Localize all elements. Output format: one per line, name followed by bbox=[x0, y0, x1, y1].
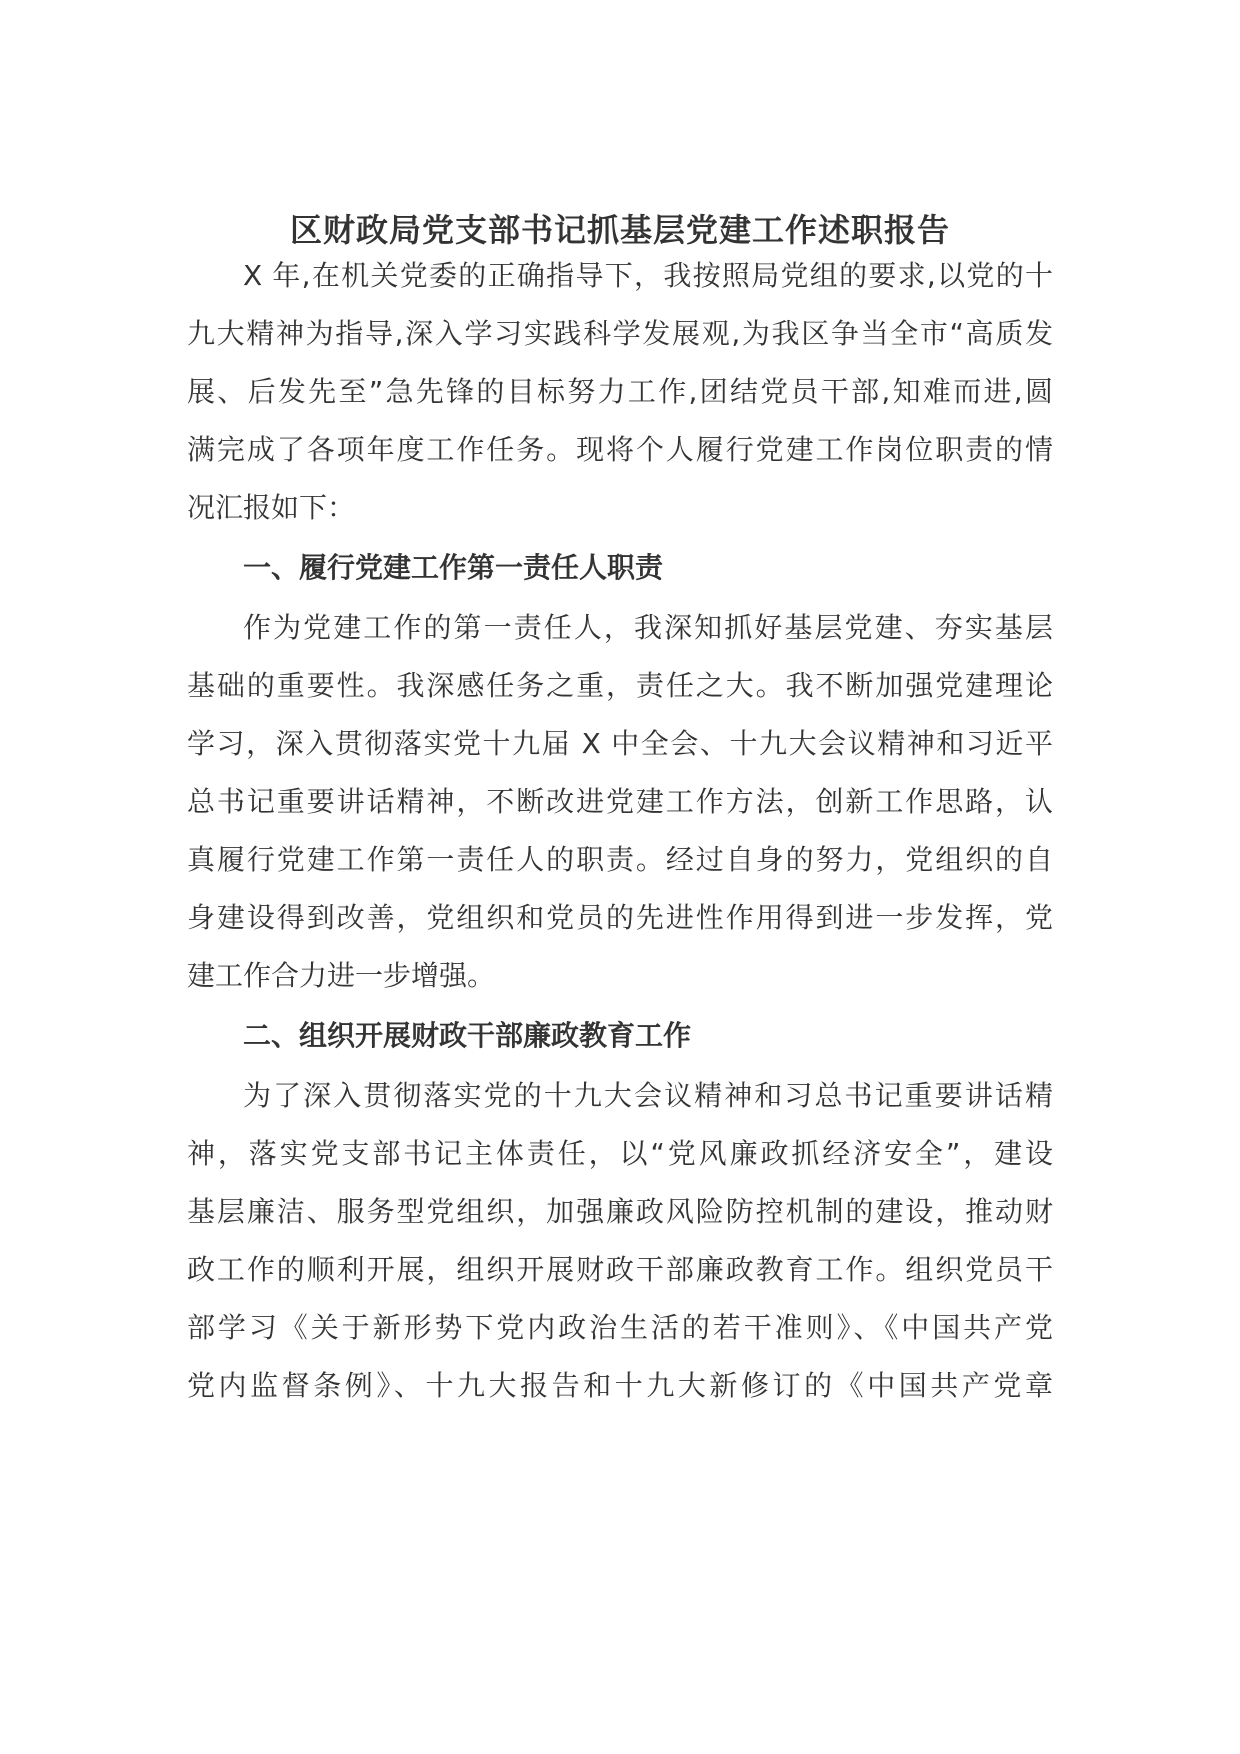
paragraph-line: 政工作的顺利开展，组织开展财政干部廉政教育工作。组织党员干 bbox=[187, 1253, 1053, 1286]
document-title: 区财政局党支部书记抓基层党建工作述职报告 bbox=[289, 211, 950, 249]
paragraph-line: 况汇报如下： bbox=[187, 491, 356, 524]
paragraph-line: 总书记重要讲话精神，不断改进党建工作方法，创新工作思路，认 bbox=[187, 785, 1053, 818]
section-heading: 二、组织开展财政干部廉政教育工作 bbox=[243, 1019, 692, 1052]
section-heading: 一、履行党建工作第一责任人职责 bbox=[243, 551, 664, 584]
paragraph-line: 基层廉洁、服务型党组织，加强廉政风险防控机制的建设，推动财 bbox=[187, 1195, 1053, 1228]
paragraph-line: 九大精神为指导,深入学习实践科学发展观,为我区争当全市“高质发 bbox=[187, 317, 1053, 350]
paragraph-line: 部学习《关于新形势下党内政治生活的若干准则》、《中国共产党 bbox=[187, 1311, 1053, 1344]
paragraph-line: 真履行党建工作第一责任人的职责。经过自身的努力，党组织的自 bbox=[187, 843, 1053, 876]
paragraph-line: X 年,在机关党委的正确指导下，我按照局党组的要求,以党的十 bbox=[243, 259, 1053, 292]
paragraph-line: 展、后发先至”急先锋的目标努力工作,团结党员干部,知难而进,圆 bbox=[187, 375, 1053, 408]
paragraph-line: 作为党建工作的第一责任人，我深知抓好基层党建、夯实基层 bbox=[243, 611, 1053, 644]
paragraph-line: 党内监督条例》、十九大报告和十九大新修订的《中国共产党章 bbox=[187, 1369, 1053, 1402]
paragraph-line: 学习，深入贯彻落实党十九届 X 中全会、十九大会议精神和习近平 bbox=[187, 727, 1053, 760]
paragraph-line: 满完成了各项年度工作任务。现将个人履行党建工作岗位职责的情 bbox=[187, 433, 1053, 466]
paragraph-line: 基础的重要性。我深感任务之重，责任之大。我不断加强党建理论 bbox=[187, 669, 1053, 702]
paragraph-line: 身建设得到改善，党组织和党员的先进性作用得到进一步发挥，党 bbox=[187, 901, 1053, 934]
paragraph-line: 建工作合力进一步增强。 bbox=[187, 959, 496, 992]
paragraph-line: 为了深入贯彻落实党的十九大会议精神和习总书记重要讲话精 bbox=[243, 1079, 1053, 1112]
paragraph-line: 神，落实党支部书记主体责任，以“党风廉政抓经济安全”，建设 bbox=[187, 1137, 1053, 1170]
